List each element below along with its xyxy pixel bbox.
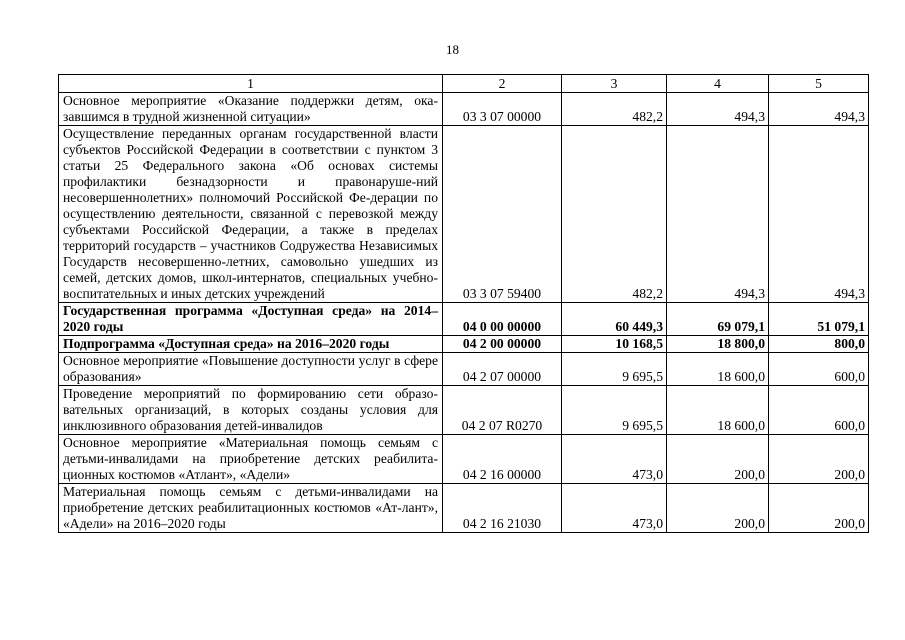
row-value-col5: 494,3 [769,126,869,303]
row-value-col3: 9 695,5 [562,353,667,386]
row-name: Основное мероприятие «Материальная помощь семьям с детьми-инвалидами на приобретение детских реабилита-ционных костюмов «Атлант», «Адели» [59,435,443,484]
table-row [59,386,869,435]
row-value-col4: 200,0 [667,484,769,533]
row-value-col4: 18 800,0 [667,336,769,353]
row-value-col3: 9 695,5 [562,386,667,435]
row-value-col5: 51 079,1 [769,303,869,336]
row-value-col3: 482,2 [562,93,667,126]
table-row [59,353,869,386]
table-row [59,126,869,303]
row-value-col3: 10 168,5 [562,336,667,353]
table-row [59,303,869,336]
row-value-col3: 482,2 [562,126,667,303]
row-code: 04 2 00 00000 [443,336,562,353]
row-value-col5: 800,0 [769,336,869,353]
row-code: 04 2 07 R0270 [443,386,562,435]
row-value-col5: 494,3 [769,93,869,126]
column-header: 4 [667,75,769,93]
table-row [59,435,869,484]
row-value-col3: 60 449,3 [562,303,667,336]
table-row [59,484,869,533]
row-code: 03 3 07 59400 [443,126,562,303]
row-value-col5: 600,0 [769,353,869,386]
page-number: 18 [446,42,459,57]
row-value-col5: 200,0 [769,484,869,533]
row-value-col4: 69 079,1 [667,303,769,336]
row-code: 04 2 07 00000 [443,353,562,386]
row-name: Основное мероприятие «Оказание поддержки детям, ока-завшимся в трудной жизненной ситуации» [59,93,443,126]
row-value-col5: 600,0 [769,386,869,435]
row-code: 04 2 16 00000 [443,435,562,484]
row-value-col4: 494,3 [667,126,769,303]
column-header: 1 [59,75,443,93]
row-name: Государственная программа «Доступная среда» на 2014–2020 годы [59,303,443,336]
column-header: 5 [769,75,869,93]
row-value-col3: 473,0 [562,484,667,533]
row-name: Подпрограмма «Доступная среда» на 2016–2020 годы [59,336,443,353]
row-code: 04 0 00 00000 [443,303,562,336]
budget-table [58,74,869,533]
row-value-col4: 18 600,0 [667,353,769,386]
table-row [59,93,869,126]
table-row [59,336,869,353]
row-value-col4: 494,3 [667,93,769,126]
row-name: Проведение мероприятий по формированию сети образо-вательных организаций, в которых созданы условия для инклюзивного образования детей-инвалидов [59,386,443,435]
row-name: Основное мероприятие «Повышение доступности услуг в сфере образования» [59,353,443,386]
column-header: 2 [443,75,562,93]
row-value-col4: 200,0 [667,435,769,484]
row-name: Материальная помощь семьям с детьми-инвалидами на приобретение детских реабилитационных костюмов «Ат-лант», «Адели» на 2016–2020 годы [59,484,443,533]
table-header-row [59,75,869,93]
row-name: Осуществление переданных органам государственной власти субъектов Российской Федерации в соответствии с пунктом 3 статьи 25 Федерального закона «Об основах системы профилактики безнадзорности и правонаруше-ний несовершеннолетних» полномочий Российской Фе-дерации по осуществлению деятельности, связанной с перевозкой между субъектами Российской Федерации, а также в пределах территорий государств – участников Содружества Независимых Государств несовершенно-летних, самовольно ушедших из семей, детских домов, школ-интернатов, специальных учебно-воспитательных и иных детских учреждений [59,126,443,303]
row-value-col3: 473,0 [562,435,667,484]
row-value-col5: 200,0 [769,435,869,484]
row-value-col4: 18 600,0 [667,386,769,435]
row-code: 04 2 16 21030 [443,484,562,533]
row-code: 03 3 07 00000 [443,93,562,126]
column-header: 3 [562,75,667,93]
